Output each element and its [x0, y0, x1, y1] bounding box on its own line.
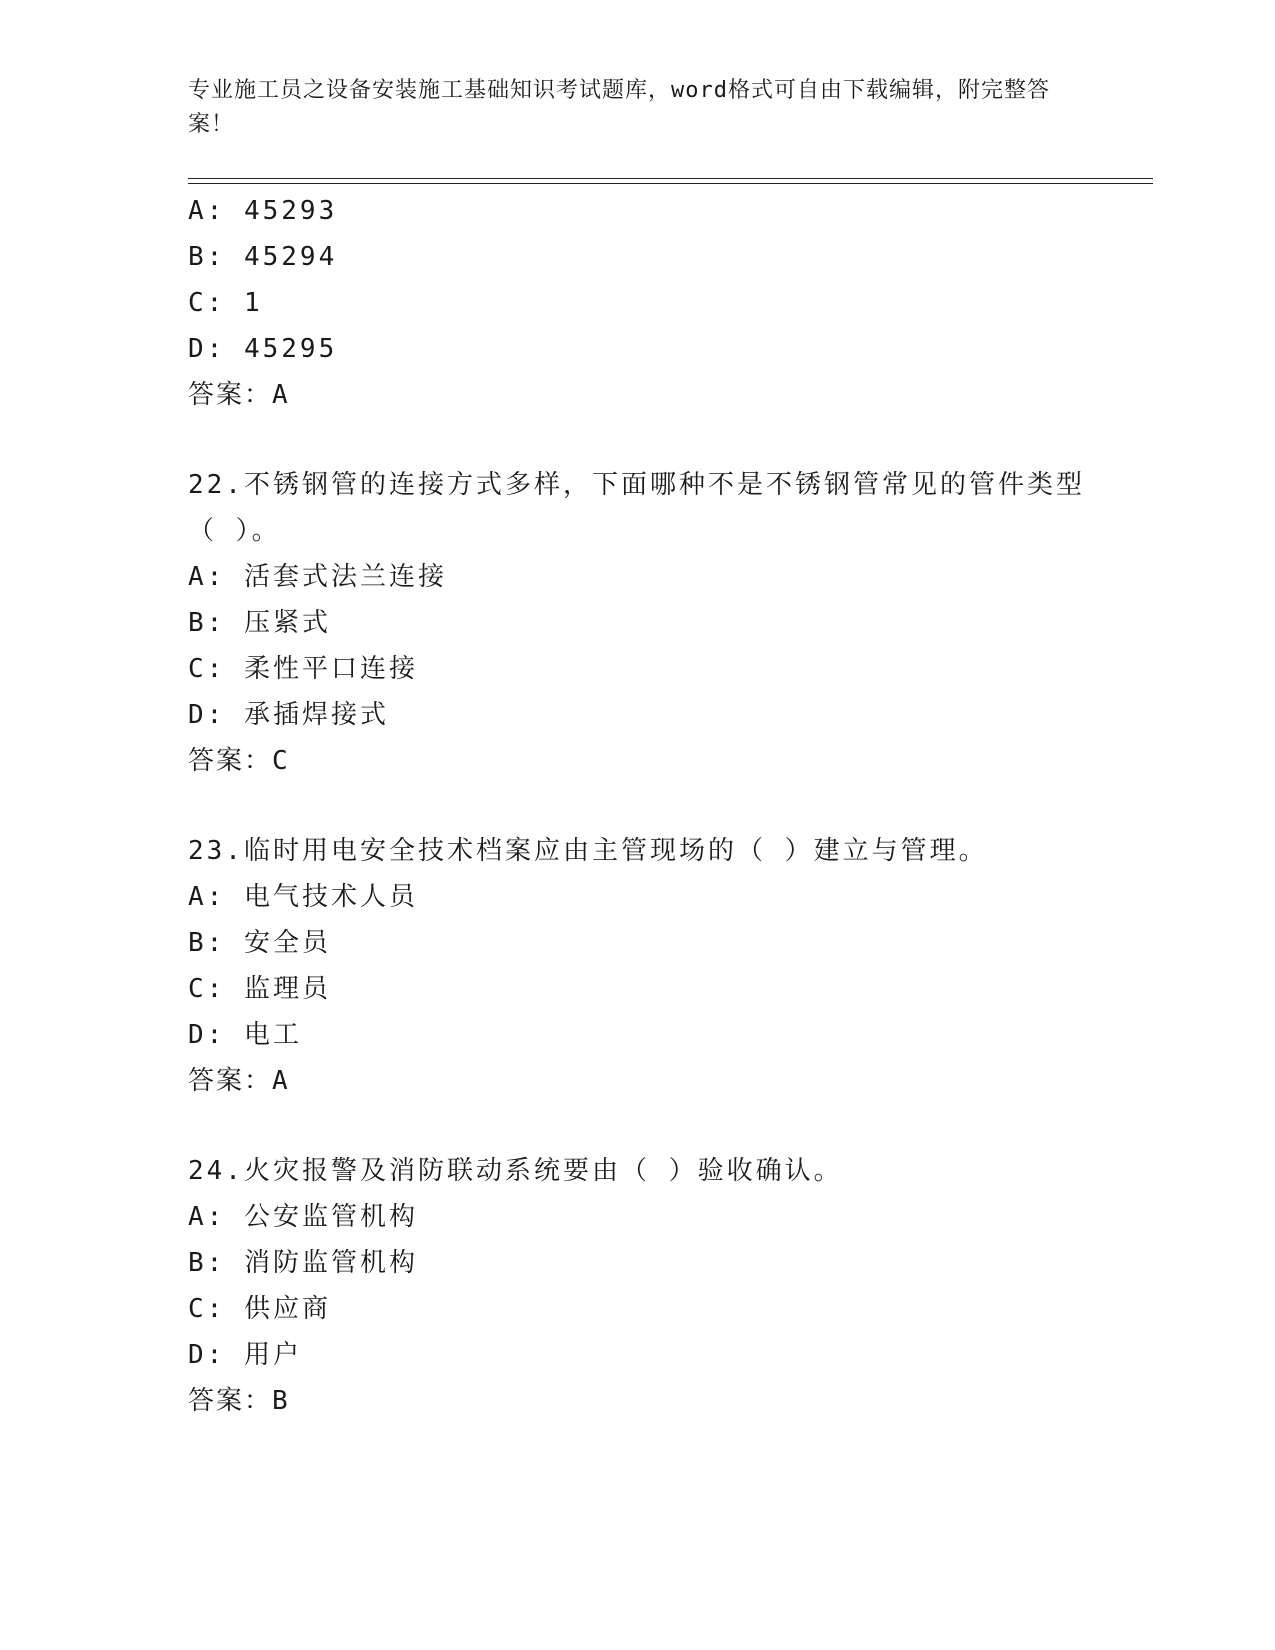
option-d: D: 用户 [188, 1340, 302, 1370]
answer-value: C [272, 746, 290, 776]
header-rule-bottom [188, 183, 1153, 184]
option-c: C: 柔性平口连接 [188, 654, 418, 684]
page-header: 专业施工员之设备安装施工基础知识考试题库，word格式可自由下载编辑，附完整答案！ [188, 78, 1050, 137]
option-b: B: 45294 [188, 242, 338, 272]
option-b: B: 安全员 [188, 928, 331, 958]
question-block-22 [188, 462, 1148, 784]
option-d: D: 电工 [188, 1020, 302, 1050]
answer-label: 答案： [188, 746, 273, 776]
question-list [188, 188, 1148, 1424]
option-c: C: 供应商 [188, 1294, 331, 1324]
question-block-24 [188, 1148, 1148, 1424]
option-c: C: 监理员 [188, 974, 331, 1004]
answer [188, 1378, 1148, 1424]
header-rule-top [188, 178, 1153, 179]
option-a: A: 活套式法兰连接 [188, 562, 447, 592]
answer-label: 答案： [188, 1386, 273, 1416]
option-a: A: 电气技术人员 [188, 882, 418, 912]
answer [188, 372, 1148, 418]
option-b: B: 消防监管机构 [188, 1248, 418, 1278]
question-block-23 [188, 828, 1148, 1104]
question-text: 24.火灾报警及消防联动系统要由（ ）验收确认。 [188, 1156, 843, 1186]
option-d: D: 45295 [188, 334, 338, 364]
option-a: A: 45293 [188, 196, 338, 226]
option-c: C: 1 [188, 288, 263, 318]
option-a: A: 公安监管机构 [188, 1202, 418, 1232]
question-text: 23.临时用电安全技术档案应由主管现场的（ ）建立与管理。 [188, 836, 988, 866]
answer [188, 1058, 1148, 1104]
answer-label: 答案： [188, 380, 273, 410]
answer-value: A [272, 1066, 290, 1096]
answer-value: B [272, 1386, 290, 1416]
question-text: 22.不锈钢管的连接方式多样，下面哪种不是不锈钢管常见的管件类型（ ）。 [188, 470, 1085, 546]
answer [188, 738, 1148, 784]
answer-label: 答案： [188, 1066, 273, 1096]
option-d: D: 承插焊接式 [188, 700, 389, 730]
answer-value: A [272, 380, 290, 410]
question-block-21 [188, 188, 1148, 418]
option-b: B: 压紧式 [188, 608, 331, 638]
